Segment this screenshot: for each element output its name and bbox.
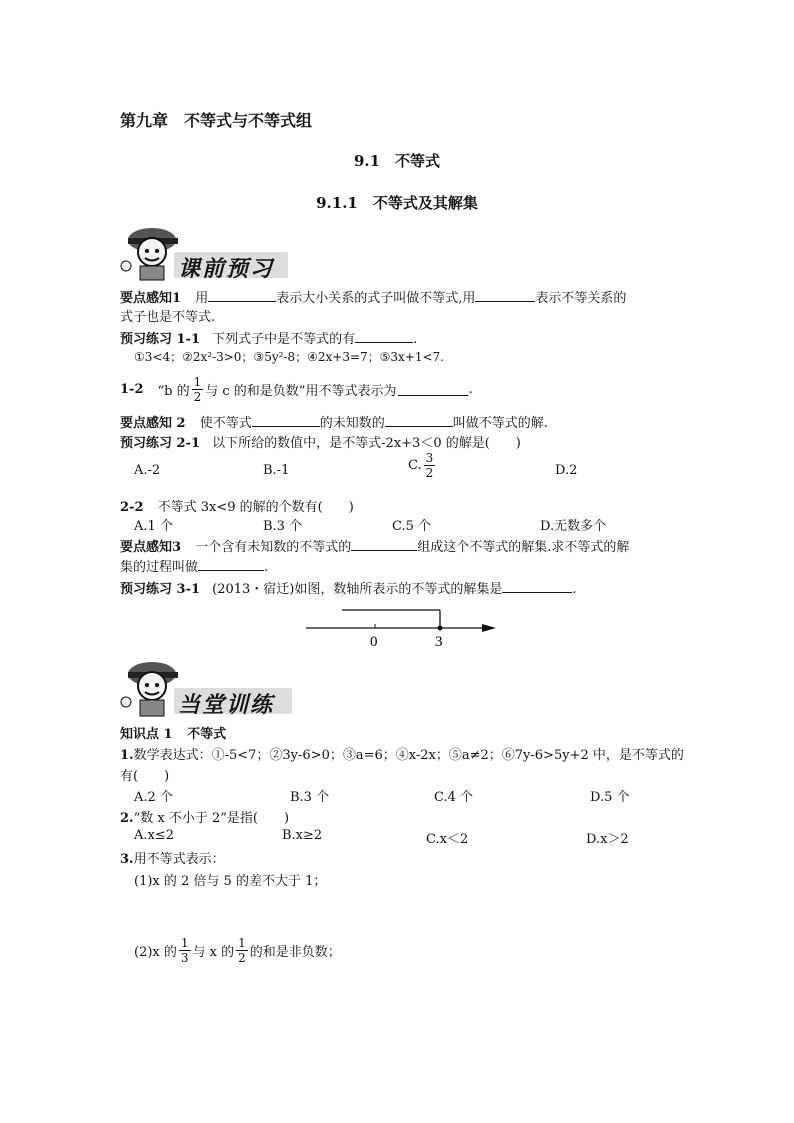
question-text: 与 x 的 — [192, 944, 235, 960]
question-text: 数学表达式：①-5<7；②3y-6>0；③a=6；④x-2x；⑤a≠2；⑥7y-6>5y+2 中，是不等式的 — [133, 748, 684, 763]
blank[interactable] — [198, 558, 264, 571]
question-number: 1. — [120, 748, 134, 763]
option-a[interactable]: A.1 个 — [134, 519, 173, 534]
numerator: 1 — [238, 935, 246, 950]
option-b[interactable]: B.-1 — [263, 463, 290, 478]
point-3-text: 组成这个不等式的解集.求不等式的解 — [417, 540, 630, 555]
question-number: 2. — [120, 811, 134, 826]
blank[interactable] — [385, 414, 453, 427]
point-1-text: 表示大小关系的式子叫做不等式,用 — [276, 291, 476, 306]
exercise-label: 1-2 — [120, 381, 144, 397]
exercise-label: 2-2 — [120, 500, 144, 515]
tick-label-3: 3 — [435, 634, 443, 650]
exercise-text: 不等式 3x<9 的解的个数有( ) — [157, 500, 354, 515]
banner-preview — [118, 222, 288, 282]
banner-practice-label: 当堂训练 — [178, 693, 275, 718]
point-2-text: 使不等式 — [199, 416, 252, 431]
fraction — [192, 375, 204, 404]
option-c[interactable]: C.5 个 — [392, 519, 432, 534]
option-d[interactable]: D.2 — [555, 463, 578, 478]
exercise-text: (2013・宿迁)如图，数轴所表示的不等式的解集是 — [212, 582, 503, 597]
exercise-3-1 — [120, 578, 577, 597]
option-d[interactable]: D.5 个 — [590, 790, 630, 805]
exercise-text: . — [572, 582, 577, 597]
fraction — [424, 451, 436, 480]
question-3-part-2 — [134, 932, 341, 968]
exercise-label: 预习练习 2-1 — [120, 436, 201, 451]
point-2 — [120, 412, 548, 431]
question-1 — [120, 744, 684, 763]
fraction — [236, 936, 248, 965]
blank[interactable] — [208, 289, 276, 302]
banner-practice — [118, 656, 293, 718]
option-c-prefix: C. — [408, 458, 422, 473]
knowledge-point-1 — [120, 723, 226, 742]
question-number: 3. — [120, 852, 134, 867]
point-3-line2 — [120, 556, 268, 575]
option-c[interactable] — [408, 451, 437, 480]
denominator: 2 — [193, 389, 202, 404]
point-2-text: 的未知数的 — [319, 416, 385, 431]
point-2-label: 要点感知 2 — [120, 416, 186, 431]
exercise-label: 预习练习 3-1 — [120, 582, 201, 597]
numerator: 1 — [193, 374, 202, 389]
exercise-1-1-items: ①3<4；②2x²-3>0；③5y²-8；④2x+3=7；⑤3x+1<7. — [134, 350, 444, 364]
point-3-text: 一个含有未知数的不等式的 — [195, 540, 352, 555]
option-d[interactable]: D.x＞2 — [586, 832, 629, 847]
denominator: 2 — [425, 466, 434, 480]
chapter-title: 第九章 不等式与不等式组 — [120, 111, 313, 130]
question-3 — [120, 848, 225, 867]
exercise-1-2 — [120, 371, 473, 407]
option-a[interactable]: A.-2 — [134, 463, 161, 478]
point-3-text: 集的过程叫做 — [120, 560, 199, 575]
question-1-line2: 有( ) — [120, 769, 170, 784]
exercise-text: 与 c 的和是负数”用不等式表示为 — [205, 383, 397, 399]
fraction — [179, 936, 191, 965]
point-1-line2: 式子也是不等式. — [120, 310, 216, 325]
subsection-title: 9.1.1 不等式及其解集 — [316, 194, 478, 212]
blank[interactable] — [351, 538, 417, 551]
closed-point — [438, 626, 443, 631]
exercise-text: . — [468, 381, 473, 397]
option-b[interactable]: B.3 个 — [263, 519, 303, 534]
numerator: 3 — [425, 451, 434, 465]
denominator: 2 — [238, 950, 246, 965]
exercise-2-1 — [120, 432, 521, 451]
point-2-text: 叫做不等式的解. — [452, 416, 548, 431]
question-text: “数 x 不小于 2”是指( ) — [133, 811, 290, 826]
blank[interactable] — [398, 383, 468, 396]
option-b[interactable]: B.x≥2 — [282, 828, 323, 843]
section-title: 9.1 不等式 — [353, 152, 441, 170]
exercise-2-2 — [120, 496, 354, 515]
arrow-icon — [482, 624, 496, 632]
exercise-text: 下列式子中是不等式的有 — [212, 332, 356, 347]
blank[interactable] — [502, 580, 572, 593]
question-3-part-1: (1)x 的 2 倍与 5 的差不大于 1； — [134, 874, 327, 889]
blank[interactable] — [355, 330, 413, 343]
point-3 — [120, 536, 629, 555]
question-text: 的和是非负数； — [249, 944, 341, 960]
exercise-label: 预习练习 1-1 — [120, 332, 201, 347]
blank[interactable] — [252, 414, 320, 427]
exercise-text: 以下所给的数值中，是不等式-2x+3＜0 的解是( ) — [212, 436, 521, 451]
question-2 — [120, 807, 289, 826]
point-1-text: 用 — [195, 291, 209, 306]
point-3-text: . — [264, 560, 269, 575]
knowledge-title: 不等式 — [187, 727, 227, 742]
banner-preview-label: 课前预习 — [178, 257, 275, 282]
question-text: 用不等式表示： — [133, 852, 225, 867]
option-a[interactable]: A.x≤2 — [134, 828, 175, 843]
point-3-label: 要点感知3 — [120, 540, 182, 555]
exercise-text: “b 的 — [157, 383, 190, 399]
point-1-text: 表示不等关系的 — [535, 291, 627, 306]
option-b[interactable]: B.3 个 — [290, 790, 330, 805]
blank[interactable] — [475, 289, 535, 302]
exercise-1-1 — [120, 328, 417, 347]
question-text: (2)x 的 — [134, 944, 177, 960]
option-a[interactable]: A.2 个 — [134, 790, 173, 805]
denominator: 3 — [180, 950, 189, 965]
option-c[interactable]: C.4 个 — [434, 790, 474, 805]
tick-label-0: 0 — [370, 634, 378, 650]
exercise-text: . — [413, 332, 418, 347]
numerator: 1 — [180, 935, 189, 950]
option-d[interactable]: D.无数多个 — [540, 519, 607, 534]
number-line — [300, 600, 500, 650]
point-1-label: 要点感知1 — [120, 291, 182, 306]
point-1 — [120, 287, 626, 306]
option-c[interactable]: C.x＜2 — [426, 832, 469, 847]
knowledge-label: 知识点 1 — [120, 727, 173, 742]
